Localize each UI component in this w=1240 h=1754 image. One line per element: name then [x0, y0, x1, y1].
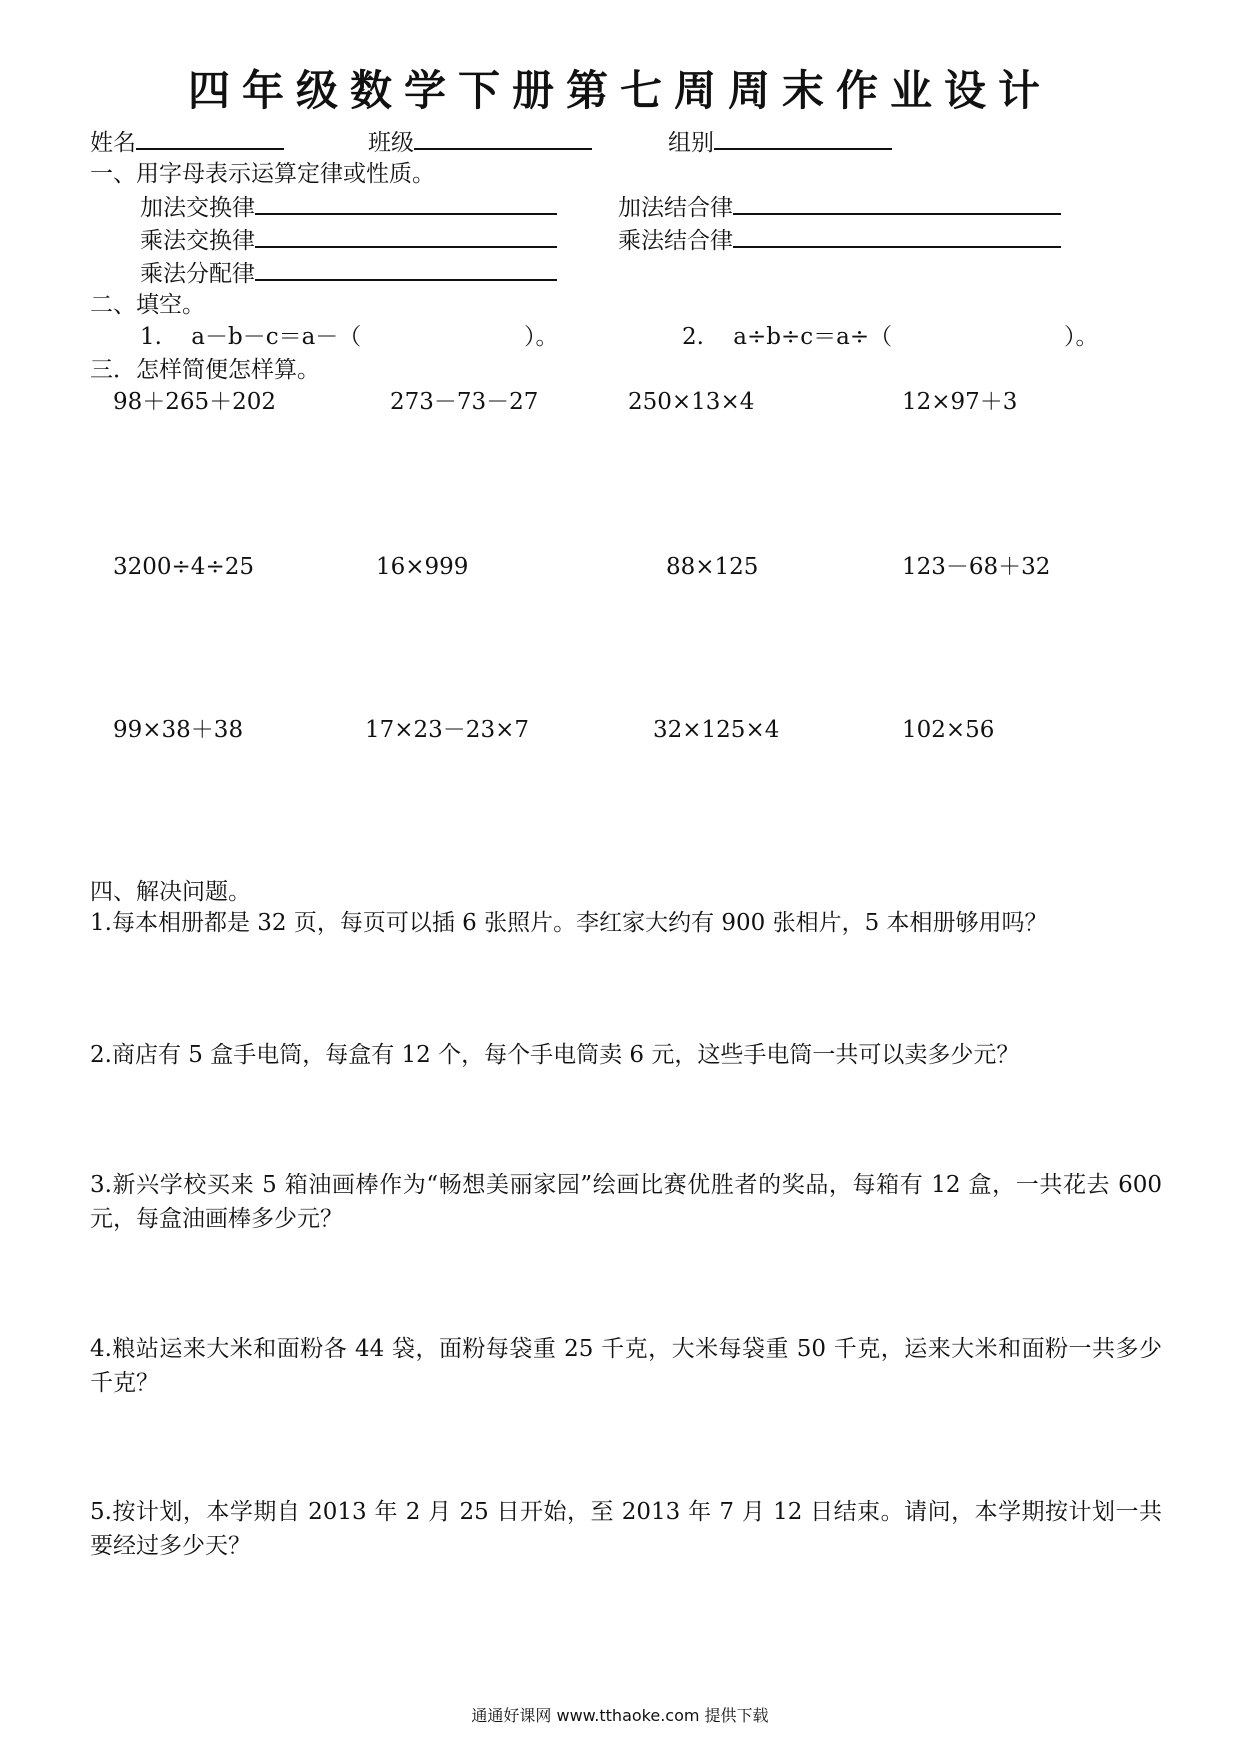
fill-question-1-end: ）。: [524, 324, 559, 350]
question-expr: a÷b÷c＝a÷（: [733, 324, 893, 350]
problem-5: 5.按计划，本学期自 2013 年 2 月 25 日开始，至 2013 年 7 月 12 日结束。请问，本学期按计划一共要经过多少天？: [90, 1499, 1162, 1559]
law-add-associative[interactable]: [618, 191, 1061, 223]
problem-1: 1.每本相册都是 32 页，每页可以插 6 张照片。李红家大约有 900 张相片，5 本相册够用吗？: [90, 910, 1048, 936]
problem-2: 2.商店有 5 盒手电筒，每盒有 12 个，每个手电筒卖 6 元，这些手电筒一共可以卖多少元？: [90, 1042, 1020, 1068]
question-number: 1.: [140, 324, 162, 350]
question-expr: a－b－c＝a－（: [191, 324, 362, 350]
calc-item: 102×56: [902, 717, 995, 743]
section3-heading: 三．怎样简便怎样算。: [90, 357, 320, 383]
problem-4: 4.粮站运来大米和面粉各 44 袋，面粉每袋重 25 千克，大米每袋重 50 千克，运来大米和面粉一共多少千克？: [90, 1336, 1162, 1396]
fill-question-1: [140, 322, 361, 352]
calc-item: 88×125: [666, 554, 759, 580]
fill-question-2: [682, 322, 892, 352]
calc-item: 17×23－23×7: [365, 717, 529, 743]
name-blank[interactable]: [136, 126, 284, 150]
law-label: 加法交换律: [140, 195, 255, 221]
law-distributive[interactable]: [140, 257, 557, 289]
class-label: 班级: [368, 130, 414, 156]
law-blank[interactable]: [733, 191, 1061, 215]
law-label: 乘法交换律: [140, 228, 255, 254]
class-blank[interactable]: [414, 126, 592, 150]
calc-item: 273－73－27: [390, 389, 539, 415]
footer-credit: 通通好课网 www.tthaoke.com 提供下载: [471, 1706, 769, 1725]
group-blank[interactable]: [714, 126, 892, 150]
law-label: 加法结合律: [618, 195, 733, 221]
law-blank[interactable]: [733, 224, 1061, 248]
calc-item: 99×38＋38: [113, 717, 244, 743]
calc-item: 250×13×4: [628, 389, 755, 415]
group-field[interactable]: [668, 126, 892, 158]
law-blank[interactable]: [255, 257, 557, 281]
calc-item: 98＋265＋202: [113, 389, 277, 415]
law-add-commutative[interactable]: [140, 191, 557, 223]
law-blank[interactable]: [255, 224, 557, 248]
calc-item: 123－68＋32: [902, 554, 1051, 580]
section4-heading: 四、解决问题。: [90, 879, 251, 905]
law-label: 乘法结合律: [618, 228, 733, 254]
law-mul-associative[interactable]: [618, 224, 1061, 256]
section1-heading: 一、用字母表示运算定律或性质。: [90, 161, 435, 187]
name-label: 姓名: [90, 130, 136, 156]
page-title: 四年级数学下册第七周周末作业设计: [187, 66, 1052, 115]
name-field[interactable]: [90, 126, 284, 158]
calc-item: 16×999: [376, 554, 469, 580]
law-label: 乘法分配律: [140, 261, 255, 287]
question-number: 2.: [682, 324, 704, 350]
group-label: 组别: [668, 130, 714, 156]
class-field[interactable]: [368, 126, 592, 158]
calc-item: 12×97＋3: [902, 389, 1018, 415]
calc-item: 3200÷4÷25: [113, 554, 254, 580]
fill-question-2-end: ）。: [1064, 324, 1099, 350]
section2-heading: 二、填空。: [90, 292, 205, 318]
calc-item: 32×125×4: [653, 717, 780, 743]
problem-3: 3.新兴学校买来 5 箱油画棒作为“畅想美丽家园”绘画比赛优胜者的奖品，每箱有 12 盒，一共花去 600 元，每盒油画棒多少元？: [90, 1172, 1162, 1232]
law-mul-commutative[interactable]: [140, 224, 557, 256]
law-blank[interactable]: [255, 191, 557, 215]
